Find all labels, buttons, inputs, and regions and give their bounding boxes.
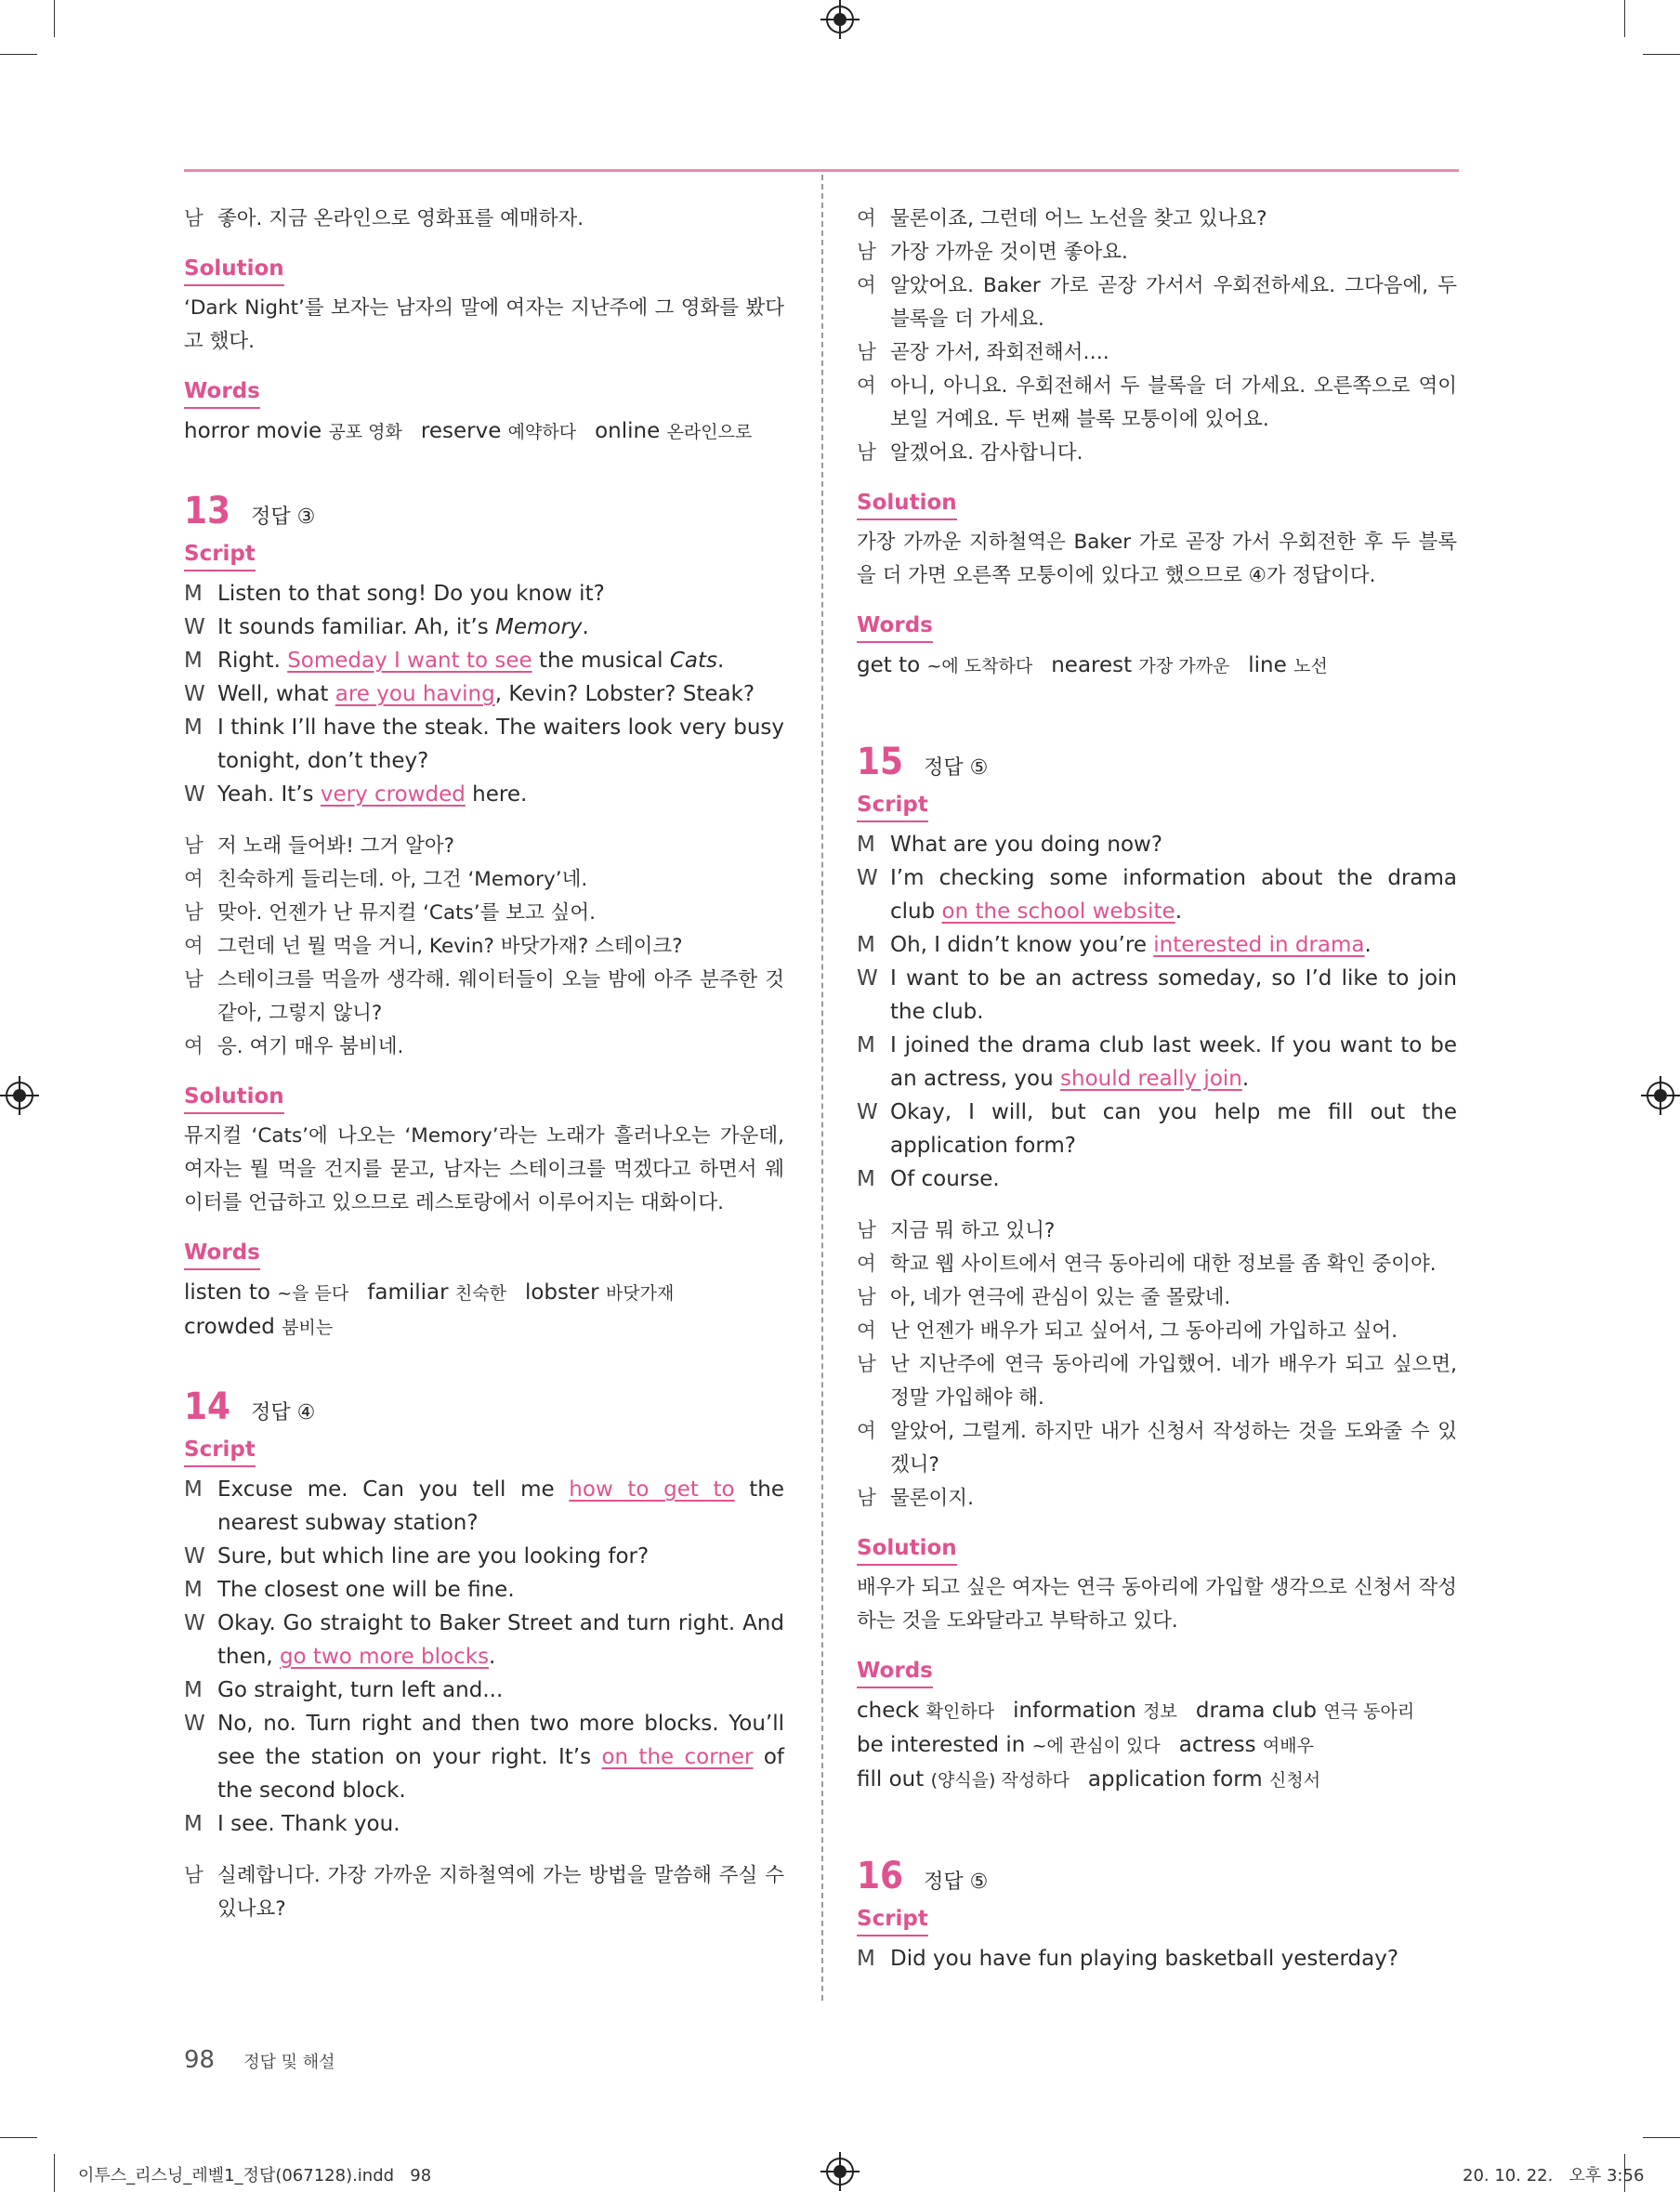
speaker-label: M xyxy=(184,1812,203,1836)
speaker-label: W xyxy=(184,1544,205,1569)
word-en: crowded xyxy=(184,1315,275,1339)
words-list xyxy=(857,1763,1457,1797)
script-line xyxy=(857,1096,1457,1162)
speaker-label: 남 xyxy=(857,341,876,364)
print-date: 20. 10. 22. 오후 3:56 xyxy=(1463,2166,1645,2185)
script-line xyxy=(184,778,784,811)
word-entry xyxy=(421,419,576,443)
script-line xyxy=(184,644,784,677)
script-text: Yeah. It’s very crowded here. xyxy=(217,782,528,807)
words-list xyxy=(184,1276,784,1310)
page-title: 정답 및 해설 xyxy=(243,2053,335,2072)
korean-line xyxy=(184,964,784,1030)
speaker-label: 여 xyxy=(184,1035,203,1058)
speaker-label: 남 xyxy=(184,1864,203,1887)
script-line xyxy=(184,677,784,711)
korean-text: 물론이죠, 그런데 어느 노선을 찾고 있나요? xyxy=(890,207,1267,230)
word-en: online xyxy=(595,419,661,443)
word-en: listen to xyxy=(184,1280,270,1305)
korean-block xyxy=(857,1214,1457,1516)
script-block xyxy=(857,828,1457,1196)
words-list xyxy=(184,1310,784,1345)
korean-line xyxy=(857,336,1457,370)
korean-text: 학교 웹 사이트에서 연극 동아리에 대한 정보를 좀 확인 중이야. xyxy=(890,1253,1437,1276)
question-header xyxy=(857,741,1457,783)
script-text: Well, what are you having, Kevin? Lobster? Steak? xyxy=(217,682,755,706)
script-line xyxy=(184,1473,784,1540)
script-line xyxy=(184,1607,784,1674)
speaker-label: 남 xyxy=(857,441,876,465)
script-block xyxy=(857,1942,1457,1975)
speaker-label: W xyxy=(857,966,878,991)
word-ko: (양식을) 작성하다 xyxy=(930,1770,1070,1791)
script-text: Listen to that song! Do you know it? xyxy=(217,582,605,606)
word-entry xyxy=(184,1280,348,1305)
word-en: drama club xyxy=(1195,1699,1318,1723)
file-info: 이투스_리스닝_레벨1_정답(067128).indd 98 xyxy=(78,2166,432,2185)
script-text: The closest one will be fine. xyxy=(217,1578,515,1602)
korean-text: 가장 가까운 것이면 좋아요. xyxy=(890,241,1128,264)
script-line xyxy=(184,1674,784,1707)
word-en: get to xyxy=(857,653,921,677)
answer-label: 정답 ⑤ xyxy=(924,1870,989,1894)
korean-text: 스테이크를 먹을까 생각해. 웨이터들이 오늘 밤에 아주 분주한 것 같아, 그렇지 않니? xyxy=(217,968,784,1025)
word-entry xyxy=(857,1767,1070,1792)
script-text: Sure, but which line are you looking for? xyxy=(217,1544,650,1569)
solution-label: Solution xyxy=(857,1532,957,1566)
word-entry xyxy=(857,653,1032,677)
speaker-label: M xyxy=(184,582,203,606)
word-entry xyxy=(367,1280,506,1305)
registration-mark-icon xyxy=(826,2158,854,2185)
speaker-label: M xyxy=(857,1947,875,1971)
script-line xyxy=(184,1807,784,1841)
korean-text: 실례합니다. 가장 가까운 지하철역에 가는 방법을 말씀해 주실 수 있나요? xyxy=(217,1864,784,1921)
script-text: Excuse me. Can you tell me how to get to the nearest subway station? xyxy=(217,1477,785,1535)
korean-text: 알았어, 그럴게. 하지만 내가 신청서 작성하는 것을 도와줄 수 있겠니? xyxy=(890,1420,1457,1477)
word-ko: 친숙한 xyxy=(454,1283,506,1304)
speaker-label: M xyxy=(184,715,203,740)
speaker-label: 여 xyxy=(857,1319,876,1343)
word-entry xyxy=(1196,1699,1414,1723)
solution-text: ‘Dark Night’를 보자는 남자의 말에 여자는 지난주에 그 영화를 봤다고 했다. xyxy=(184,296,784,353)
words-label: Words xyxy=(857,610,933,643)
word-ko: 붐비는 xyxy=(282,1318,334,1338)
word-entry xyxy=(1088,1767,1320,1792)
korean-line xyxy=(184,1030,784,1064)
script-text: I see. Thank you. xyxy=(217,1812,400,1836)
word-en: be interested in xyxy=(857,1733,1026,1757)
korean-block xyxy=(184,1859,784,1926)
korean-line xyxy=(857,1248,1457,1281)
word-entry xyxy=(857,1733,1161,1757)
word-ko: 여배우 xyxy=(1262,1736,1314,1756)
question-header xyxy=(857,1855,1457,1897)
speaker-label: 여 xyxy=(857,207,876,230)
word-entry xyxy=(184,419,402,443)
crop-mark xyxy=(1624,0,1625,37)
word-ko: 노선 xyxy=(1293,656,1328,676)
script-line xyxy=(184,577,784,610)
korean-line xyxy=(857,1281,1457,1315)
script-text: Okay. Go straight to Baker Street and turn right. And then, go two more blocks. xyxy=(217,1611,784,1669)
word-entry xyxy=(595,419,752,443)
crop-mark xyxy=(1643,2137,1680,2138)
highlight-phrase: interested in drama xyxy=(1153,933,1365,957)
word-entry xyxy=(1013,1699,1177,1723)
left-column xyxy=(184,203,784,1926)
word-en: familiar xyxy=(367,1280,449,1305)
question-number: 13 xyxy=(184,490,231,532)
korean-line xyxy=(857,370,1457,437)
korean-line xyxy=(857,437,1457,470)
words-list xyxy=(184,414,784,449)
speaker-label: 남 xyxy=(184,834,203,858)
word-ko: 연극 동아리 xyxy=(1323,1701,1415,1722)
speaker-label: M xyxy=(184,1477,203,1502)
script-text: I’m checking some information about the drama club on the school website. xyxy=(890,866,1457,924)
word-en: lobster xyxy=(524,1280,599,1305)
question-header xyxy=(184,1385,784,1428)
speaker-label: M xyxy=(184,649,203,673)
solution-label: Solution xyxy=(857,487,957,520)
highlight-phrase: should really join xyxy=(1060,1067,1242,1091)
script-text: Okay, I will, but can you help me fill out the application form? xyxy=(890,1100,1457,1158)
script-line xyxy=(184,1707,784,1807)
question-number: 16 xyxy=(857,1855,904,1897)
speaker-label: W xyxy=(857,866,878,890)
korean-text: 알았어요. Baker 가로 곧장 가서서 우회전하세요. 그다음에, 두 블록을 더 가세요. xyxy=(890,274,1457,331)
speaker-label: 남 xyxy=(857,1353,876,1376)
script-text: Right. Someday I want to see the musical Cats. xyxy=(217,649,725,673)
speaker-label: 여 xyxy=(857,274,876,297)
highlight-phrase: on the school website xyxy=(941,899,1175,924)
korean-text: 맞아. 언젠가 난 뮤지컬 ‘Cats’를 보고 싶어. xyxy=(217,901,596,925)
script-line xyxy=(184,711,784,778)
korean-text: 지금 뭐 하고 있니? xyxy=(890,1219,1056,1242)
korean-line xyxy=(857,1214,1457,1248)
word-en: check xyxy=(857,1699,920,1723)
korean-line xyxy=(184,930,784,964)
word-ko: 정보 xyxy=(1143,1701,1177,1722)
korean-line xyxy=(184,1859,784,1926)
speaker-label: 여 xyxy=(857,374,876,398)
speaker-label: M xyxy=(857,833,875,857)
column-divider xyxy=(821,175,823,2001)
highlight-phrase: how to get to xyxy=(569,1477,735,1502)
page-number: 98 xyxy=(184,2046,216,2074)
script-line xyxy=(857,1162,1457,1196)
korean-text: 그런데 넌 뭘 먹을 거니, Kevin? 바닷가재? 스테이크? xyxy=(217,935,683,958)
speaker-label: M xyxy=(184,1578,203,1602)
word-ko: ~에 관심이 있다 xyxy=(1031,1736,1161,1756)
speaker-label: 남 xyxy=(857,1487,876,1510)
title-italic: Memory xyxy=(495,615,583,639)
script-text: Of course. xyxy=(890,1167,1000,1191)
speaker-label: 남 xyxy=(857,241,876,264)
script-text: No, no. Turn right and then two more blocks. You’ll see the station on your right. It’s on the corner of the second block. xyxy=(217,1712,785,1803)
crop-mark xyxy=(54,2154,55,2192)
korean-line xyxy=(857,1415,1457,1482)
speaker-label: W xyxy=(184,615,205,639)
words-label: Words xyxy=(857,1655,933,1688)
word-ko: 가장 가까운 xyxy=(1138,656,1230,676)
title-italic: Cats xyxy=(669,649,717,673)
crop-mark xyxy=(54,0,55,37)
word-en: nearest xyxy=(1051,653,1133,677)
word-entry xyxy=(525,1280,674,1305)
words-list xyxy=(857,1694,1457,1728)
answer-label: 정답 ③ xyxy=(251,505,316,529)
script-label: Script xyxy=(184,538,256,571)
korean-line xyxy=(184,863,784,897)
korean-text: 물론이지. xyxy=(890,1487,974,1510)
speaker-label: W xyxy=(184,1712,205,1736)
korean-line xyxy=(184,897,784,930)
korean-line xyxy=(857,1482,1457,1516)
korean-block xyxy=(857,203,1457,470)
solution-text: 뮤지컬 ‘Cats’에 나오는 ‘Memory’라는 노래가 흘러나오는 가운데, 여자는 뭘 먹을 건지를 묻고, 남자는 스테이크를 먹겠다고 하면서 웨이터를 언급하고 있으므로 레스토랑에서 이루어지는 대화이다. xyxy=(184,1124,784,1214)
korean-line xyxy=(857,236,1457,269)
script-text: I joined the drama club last week. If you want to be an actress, you should really join. xyxy=(890,1033,1457,1091)
script-line xyxy=(184,1540,784,1573)
right-column xyxy=(857,203,1457,1975)
answer-label: 정답 ⑤ xyxy=(924,756,989,780)
script-text: Did you have fun playing basketball yesterday? xyxy=(890,1947,1399,1971)
korean-line xyxy=(184,830,784,863)
question-number: 15 xyxy=(857,741,904,783)
speaker-label: W xyxy=(184,682,205,706)
speaker-label: M xyxy=(857,933,875,957)
word-en: fill out xyxy=(857,1767,925,1792)
highlight-phrase: very crowded xyxy=(320,782,466,807)
crop-mark xyxy=(0,54,37,55)
word-ko: ~을 듣다 xyxy=(277,1283,349,1304)
highlight-phrase: go two more blocks xyxy=(279,1645,490,1669)
speaker-label: 남 xyxy=(857,1286,876,1309)
crop-mark xyxy=(0,2137,37,2138)
words-label: Words xyxy=(184,375,260,409)
word-ko: 온라인으로 xyxy=(666,422,753,442)
korean-block xyxy=(184,830,784,1064)
speaker-label: 여 xyxy=(857,1253,876,1276)
speaker-label: 남 xyxy=(184,968,203,991)
word-entry xyxy=(857,1699,994,1723)
speaker-label: M xyxy=(857,1033,875,1057)
word-entry xyxy=(1179,1733,1314,1757)
speaker-label: M xyxy=(184,1678,203,1702)
speaker-label: 남 xyxy=(857,1219,876,1242)
korean-text: 좋아. 지금 온라인으로 영화표를 예매하자. xyxy=(217,207,584,230)
registration-mark-icon xyxy=(826,6,854,33)
korean-line: 남 좋아. 지금 온라인으로 영화표를 예매하자. xyxy=(184,207,584,230)
words-list xyxy=(857,649,1457,683)
question-header xyxy=(184,490,784,532)
korean-text: 친숙하게 들리는데. 아, 그건 ‘Memory’네. xyxy=(217,868,588,891)
question-number: 14 xyxy=(184,1385,231,1428)
script-text: I want to be an actress someday, so I’d like to join the club. xyxy=(890,966,1457,1024)
answer-label: 정답 ④ xyxy=(251,1401,316,1424)
speaker-label: W xyxy=(184,782,205,807)
word-en: horror movie xyxy=(184,419,322,443)
script-line xyxy=(857,928,1457,962)
speaker-label: W xyxy=(857,1100,878,1124)
script-label: Script xyxy=(857,1903,928,1936)
speaker-label: 남 xyxy=(184,901,203,925)
word-en: information xyxy=(1013,1699,1136,1723)
word-entry xyxy=(184,1315,333,1339)
solution-label: Solution xyxy=(184,253,284,286)
solution-label: Solution xyxy=(184,1081,284,1114)
korean-text: 난 지난주에 연극 동아리에 가입했어. 네가 배우가 되고 싶으면, 정말 가입해야 해. xyxy=(890,1353,1457,1410)
word-en: reserve xyxy=(420,419,502,443)
korean-text: 난 언젠가 배우가 되고 싶어서, 그 동아리에 가입하고 싶어. xyxy=(890,1319,1398,1343)
script-line xyxy=(857,828,1457,861)
script-line xyxy=(857,962,1457,1029)
word-entry xyxy=(1248,653,1328,677)
highlight-phrase: Someday I want to see xyxy=(287,649,532,673)
korean-text: 알겠어요. 감사합니다. xyxy=(890,441,1083,465)
word-ko: 공포 영화 xyxy=(328,422,402,442)
registration-mark-icon xyxy=(6,1082,33,1109)
speaker-label: 여 xyxy=(857,1420,876,1443)
korean-line xyxy=(857,203,1457,236)
speaker-label: 여 xyxy=(184,935,203,958)
highlight-phrase: on the corner xyxy=(601,1745,754,1769)
words-label: Words xyxy=(184,1237,260,1270)
korean-text: 아, 네가 연극에 관심이 있는 줄 몰랐네. xyxy=(890,1286,1231,1309)
script-label: Script xyxy=(184,1434,256,1467)
words-list xyxy=(857,1728,1457,1763)
speaker-label: W xyxy=(184,1611,205,1635)
script-text: Go straight, turn left and... xyxy=(217,1678,504,1702)
korean-line xyxy=(857,269,1457,336)
word-ko: 확인하다 xyxy=(925,1701,995,1722)
word-ko: ~에 도착하다 xyxy=(926,656,1033,676)
registration-mark-icon xyxy=(1647,1082,1674,1109)
script-block xyxy=(184,1473,784,1841)
page-footer xyxy=(184,2046,335,2074)
word-ko: 신청서 xyxy=(1269,1770,1321,1791)
script-line xyxy=(184,610,784,644)
solution-text: 배우가 되고 싶은 여자는 연극 동아리에 가입할 생각으로 신청서 작성하는 것을 도와달라고 부탁하고 있다. xyxy=(857,1576,1457,1633)
script-line xyxy=(184,1573,784,1607)
script-text: It sounds familiar. Ah, it’s Memory. xyxy=(217,615,589,639)
script-line xyxy=(857,1942,1457,1975)
solution-text: 가장 가까운 지하철역은 Baker 가로 곧장 가서 우회전한 후 두 블록을 더 가면 오른쪽 모퉁이에 있다고 했으므로 ④가 정답이다. xyxy=(857,531,1457,587)
script-text: What are you doing now? xyxy=(890,833,1163,857)
word-en: application form xyxy=(1087,1767,1263,1792)
script-line xyxy=(857,1029,1457,1096)
word-en: line xyxy=(1248,653,1287,677)
header-rule xyxy=(184,169,1459,172)
highlight-phrase: are you having xyxy=(335,682,495,706)
word-ko: 바닷가재 xyxy=(605,1283,675,1304)
script-text: Oh, I didn’t know you’re interested in drama. xyxy=(890,933,1372,957)
word-entry xyxy=(1051,653,1229,677)
script-label: Script xyxy=(857,789,928,822)
script-block xyxy=(184,577,784,811)
script-line xyxy=(857,861,1457,928)
korean-text: 곧장 가서, 좌회전해서…. xyxy=(890,341,1109,364)
speaker-label: 여 xyxy=(184,868,203,891)
korean-text: 응. 여기 매우 붐비네. xyxy=(217,1035,404,1058)
korean-line xyxy=(857,1348,1457,1415)
crop-mark xyxy=(1643,54,1680,55)
word-en: actress xyxy=(1178,1733,1256,1757)
script-text: I think I’ll have the steak. The waiters look very busy tonight, don’t they? xyxy=(217,715,784,773)
korean-text: 저 노래 들어봐! 그거 알아? xyxy=(217,834,455,858)
korean-line xyxy=(857,1315,1457,1348)
korean-text: 아니, 아니요. 우회전해서 두 블록을 더 가세요. 오른쪽으로 역이 보일 거예요. 두 번째 블록 모퉁이에 있어요. xyxy=(890,374,1457,431)
speaker-label: M xyxy=(857,1167,875,1191)
word-ko: 예약하다 xyxy=(507,422,577,442)
